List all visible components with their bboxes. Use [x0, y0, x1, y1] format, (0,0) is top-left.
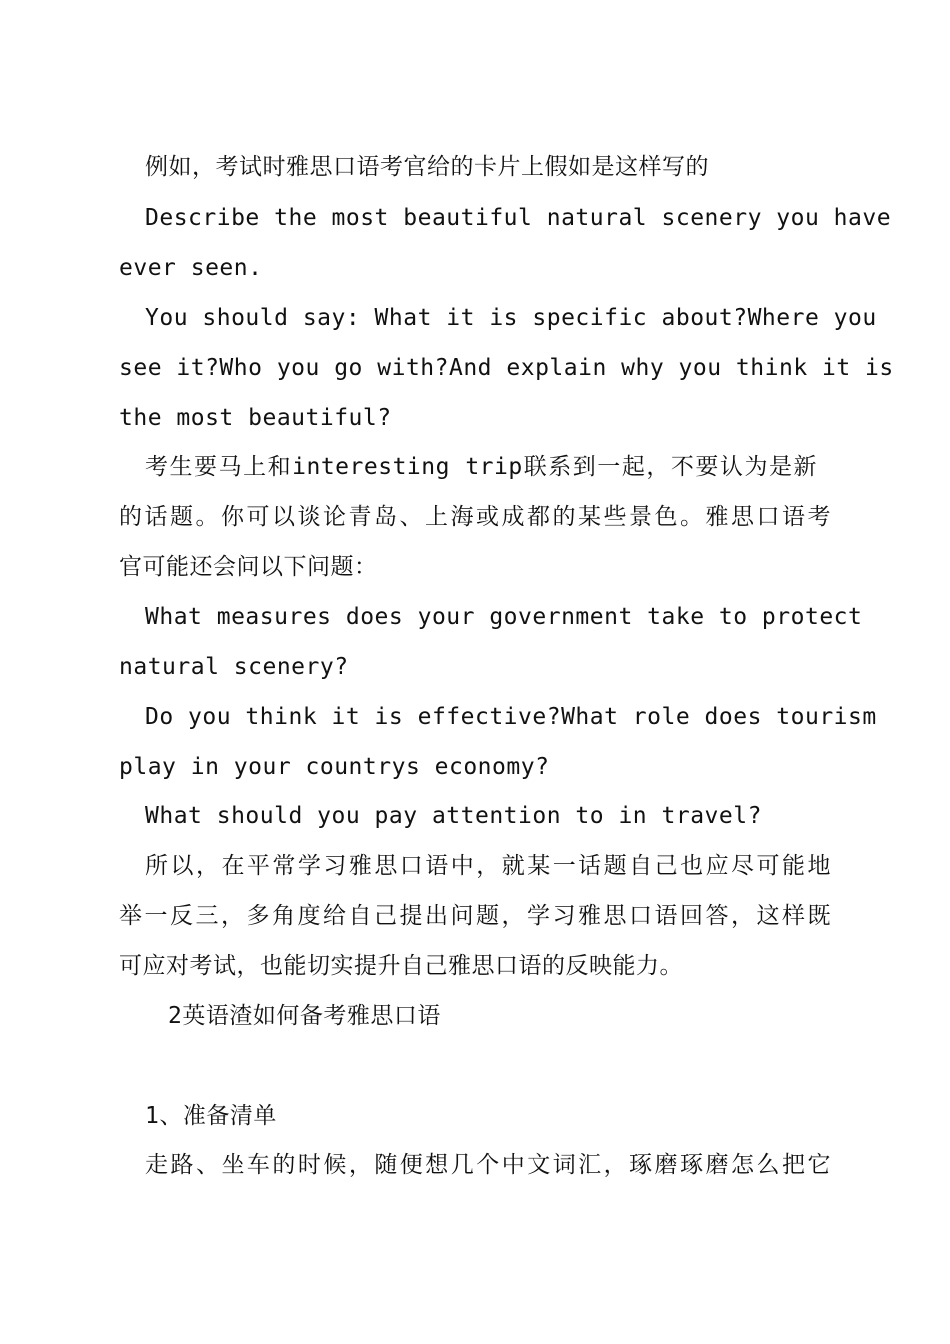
- paragraph-line: 的话题。你可以谈论青岛、上海或成都的某些景色。雅思口语考: [119, 504, 831, 530]
- subsection-heading: 1、准备清单: [145, 1103, 277, 1129]
- paragraph-line: You should say: What it is specific about?Where you: [145, 305, 877, 331]
- paragraph-line: 例如，考试时雅思口语考官给的卡片上假如是这样写的: [145, 154, 709, 180]
- paragraph-line: What should you pay attention to in travel?: [145, 803, 762, 829]
- paragraph-line: natural scenery?: [119, 654, 349, 680]
- paragraph-line: 官可能还会问以下问题：: [119, 554, 378, 580]
- paragraph-line: Do you think it is effective?What role does tourism: [145, 704, 877, 730]
- paragraph-line: 所以，在平常学习雅思口语中，就某一话题自己也应尽可能地: [145, 853, 831, 879]
- paragraph-line: 走路、坐车的时候，随便想几个中文词汇，琢磨琢磨怎么把它: [145, 1152, 831, 1178]
- paragraph-line: see it?Who you go with?And explain why you think it is: [119, 355, 894, 381]
- paragraph-line: ever seen.: [119, 255, 263, 281]
- section-heading: 2英语渣如何备考雅思口语: [168, 1003, 441, 1029]
- paragraph-line: the most beautiful?: [119, 405, 392, 431]
- paragraph-line: 考生要马上和interesting trip联系到一起，不要认为是新: [145, 454, 817, 480]
- paragraph-line: What measures does your government take to protect: [145, 604, 863, 630]
- paragraph-line: 举一反三，多角度给自己提出问题，学习雅思口语回答，这样既: [119, 903, 831, 929]
- paragraph-line: play in your countrys economy?: [119, 754, 550, 780]
- paragraph-line: Describe the most beautiful natural scenery you have: [145, 205, 892, 231]
- paragraph-line: 可应对考试，也能切实提升自己雅思口语的反映能力。: [119, 953, 683, 979]
